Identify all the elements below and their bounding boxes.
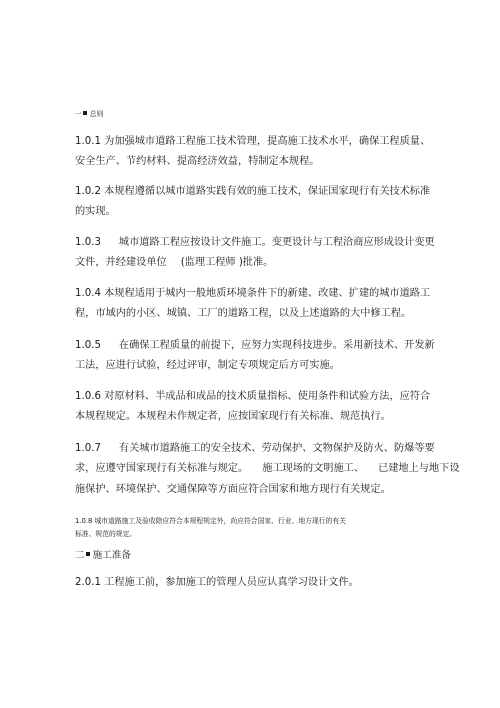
clause-text: (监理工程师 )批准。 [180, 257, 274, 268]
clause-text: 文件，并经建设单位 [75, 257, 167, 268]
section-title: 总则 [89, 110, 104, 118]
clause-1-0-8-line-1: 1.0.8 城市道路施工及验收除应符合本规程规定外，尚应符合国家、行业、地方现行的有关 [75, 517, 346, 525]
square-bullet-icon [86, 552, 90, 556]
clause-text: 施工现场的文明施工、 [262, 463, 365, 474]
clause-1-0-1-line-1: 1.0.1 为加强城市道路工程施工技术管理，提高施工技术水平，确保工程质量、 [75, 136, 431, 147]
square-bullet-icon [83, 111, 87, 115]
clause-text: 求，应遵守国家现行有关标准与规定。 [75, 463, 249, 474]
clause-1-0-4-line-1: 1.0.4 本规程适用于城内一般地质环境条件下的新建、改建、扩建的城市道路工 [75, 288, 431, 299]
clause-1-0-2-line-1: 1.0.2 本规程遵循以城市道路实践有效的施工技术，保证国家现行有关技术标准 [75, 186, 431, 197]
clause-text: 有关城市道路施工的安全技术、劳动保护、文物保护及防火、防爆等要 [118, 443, 435, 454]
section-number: 二 [75, 550, 85, 561]
clause-1-0-4-line-2: 程，市域内的小区、城镇、工厂的道路工程，以及上述道路的大中修工程。 [75, 308, 412, 319]
clause-1-0-3-line-2 [75, 258, 273, 268]
clause-1-0-6-line-2: 本规程规定。本规程未作规定者，应按国家现行有关标准、规范执行。 [75, 411, 391, 422]
clause-2-0-1-line-1: 2.0.1 工程施工前，参加施工的管理人员应认真学习设计文件。 [75, 577, 359, 588]
clause-1-0-5-line-2: 工法，应进行试验，经过评审，制定专项规定后方可实施。 [75, 360, 340, 371]
clause-1-0-3-line-1 [75, 238, 435, 248]
clause-text: 城市道路工程应按设计文件施工。变更设计与工程洽商应形成设计变更 [118, 237, 435, 248]
clause-text: 已建地上与地下设 [378, 463, 460, 474]
clause-number: 1.0.3 [75, 237, 101, 248]
section-heading-preparation [75, 551, 131, 561]
clause-1-0-7-line-2 [75, 464, 460, 474]
clause-1-0-1-line-2: 安全生产、节约材料、提高经济效益，特制定本规程。 [75, 156, 320, 167]
clause-1-0-7-line-3: 施保护、环境保护、交通保障等方面应符合国家和地方现行有关规定。 [75, 484, 391, 495]
clause-number: 1.0.5 [75, 340, 101, 351]
clause-1-0-8-line-2: 标准、规范的规定。 [75, 530, 137, 538]
clause-1-0-5-line-1 [75, 341, 435, 351]
clause-1-0-2-line-2: 的实现。 [75, 206, 116, 217]
clause-number: 1.0.7 [75, 443, 101, 454]
clause-1-0-7-line-1 [75, 444, 435, 454]
section-heading-general [75, 111, 103, 118]
section-number: 一 [75, 110, 82, 118]
section-title: 施工准备 [92, 550, 131, 561]
clause-1-0-6-line-1: 1.0.6 对原材料、半成品和成品的技术质量指标、使用条件和试验方法，应符合 [75, 391, 431, 402]
clause-text: 在确保工程质量的前提下，应努力实现科技进步。采用新技术、开发新 [118, 340, 435, 351]
